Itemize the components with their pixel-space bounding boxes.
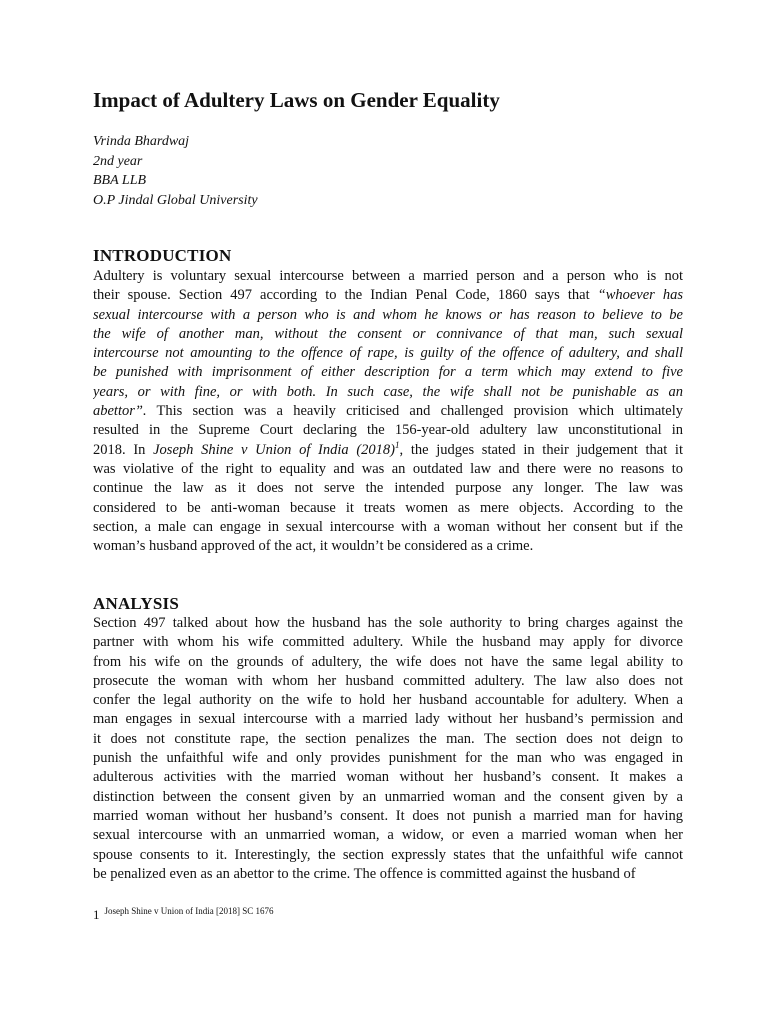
text-line: [93, 730, 683, 749]
text-run: their spouse. Section 497 according to the Indian Penal Code, 1860 says that: [93, 287, 598, 304]
text-run: be punished with imprisonment of either description for a term which may extend to five: [93, 364, 683, 381]
footnote: [93, 906, 274, 923]
text-run: This section was a heavily criticised and challenged provision which ultimately: [146, 403, 683, 420]
text-run: Joseph Shine v Union of India (2018): [153, 441, 396, 458]
text-run: be penalized even as an abettor to the crime. The offence is committed against the husband of: [93, 865, 636, 882]
text-run: 2018. In: [93, 441, 154, 458]
document-title: Impact of Adultery Laws on Gender Equality: [93, 88, 500, 112]
text-run: section, a male can engage in sexual intercourse with a woman without her consent but if the: [93, 518, 683, 535]
text-line: [93, 402, 683, 421]
text-run: married woman without her husband’s consent. It does not punish a married man for having: [93, 807, 683, 824]
text-line: [93, 325, 683, 344]
author-year: 2nd year: [93, 153, 143, 169]
text-line: [93, 614, 683, 633]
introduction-paragraph: [93, 267, 683, 556]
text-line: [93, 460, 683, 479]
text-run: confer the legal authority on the wife to hold her husband accountable for adultery. When a: [93, 692, 683, 709]
text-run: intercourse not amounting to the offence of rape, is guilty of the offence of adultery, and shall: [93, 345, 683, 362]
text-line: [93, 691, 683, 710]
text-line: [93, 672, 683, 691]
text-line: [93, 807, 683, 826]
text-line: [93, 518, 683, 537]
text-line: [93, 846, 683, 865]
text-line: [93, 826, 683, 845]
text-run: sexual intercourse with an unmarried woman, a widow, or even a married woman when her: [93, 827, 683, 844]
text-run: spouse consents to it. Interestingly, the section expressly states that the unfaithful wife cannot: [93, 846, 683, 863]
text-line: [93, 749, 683, 768]
text-line: [93, 633, 683, 652]
footnote-ref: 1: [395, 440, 400, 450]
footnote-text: Joseph Shine v Union of India [2018] SC 1676: [104, 906, 274, 916]
text-line: [93, 537, 683, 556]
analysis-paragraph: [93, 614, 683, 884]
text-line: [93, 286, 683, 305]
text-run: considered to be anti-woman because it treats women as mere objects. According to the: [93, 499, 683, 516]
text-line: [93, 653, 683, 672]
text-run: continue the law as it does not serve the intended purpose any longer. The law was: [93, 480, 683, 497]
text-run: it does not constitute rape, the section penalizes the man. The section does not deign to: [93, 730, 683, 747]
text-run: “whoever has: [597, 287, 683, 304]
text-line: [93, 499, 683, 518]
text-run: distinction between the consent given by an unmarried woman and the consent given by a: [93, 788, 683, 805]
text-run: the wife of another man, without the consent or connivance of that man, such sexual: [93, 325, 683, 342]
text-run: punish the unfaithful wife and only provides punishment for the man who was engaged in: [93, 750, 683, 767]
text-line: [93, 383, 683, 402]
text-run: man engages in sexual intercourse with a married lady without her husband’s permission and: [93, 711, 683, 728]
text-line: [93, 865, 683, 884]
text-line: [93, 768, 683, 787]
analysis-heading: ANALYSIS: [93, 594, 180, 613]
text-run: partner with whom his wife committed adultery. While the husband may apply for divorce: [93, 634, 683, 651]
text-line: [93, 363, 683, 382]
text-run: sexual intercourse with a person who is and whom he knows or has reason to believe to be: [93, 306, 683, 323]
text-run: abettor”.: [93, 403, 147, 420]
text-line: [93, 710, 683, 729]
author-block: [93, 132, 258, 210]
text-line: [93, 306, 683, 325]
text-run: prosecute the woman with whom her husband committed adultery. The law also does not: [93, 672, 683, 689]
text-run: from his wife on the grounds of adultery, the wife does not have the same legal ability to: [93, 653, 683, 670]
footnote-number: 1: [93, 907, 100, 922]
author-program: BBA LLB: [93, 173, 147, 188]
introduction-heading: INTRODUCTION: [93, 246, 232, 265]
text-run: Adultery is voluntary sexual intercourse between a married person and a person who is not: [93, 268, 683, 284]
text-line: [93, 441, 683, 460]
text-run: Section 497 talked about how the husband has the sole authority to bring charges against the: [93, 615, 683, 631]
text-run: was violative of the right to equality and was an outdated law and there were no reasons to: [93, 460, 683, 477]
text-run: adulterous activities with the married woman without her husband’s consent. It makes a: [93, 769, 683, 786]
text-run: , the judges stated in their judgement that it: [399, 441, 683, 458]
text-run: woman’s husband approved of the act, it wouldn’t be considered as a crime.: [93, 538, 534, 555]
author-university: O.P Jindal Global University: [93, 192, 258, 208]
text-line: [93, 788, 683, 807]
text-line: [93, 421, 683, 440]
author-name: Vrinda Bhardwaj: [93, 134, 190, 149]
text-line: [93, 267, 683, 286]
text-run: resulted in the Supreme Court declaring the 156-year-old adultery law unconstitutional in: [93, 422, 683, 439]
text-run: years, or with fine, or with both. In such case, the wife shall not be punishable as an: [93, 383, 683, 400]
text-line: [93, 479, 683, 498]
text-line: [93, 344, 683, 363]
